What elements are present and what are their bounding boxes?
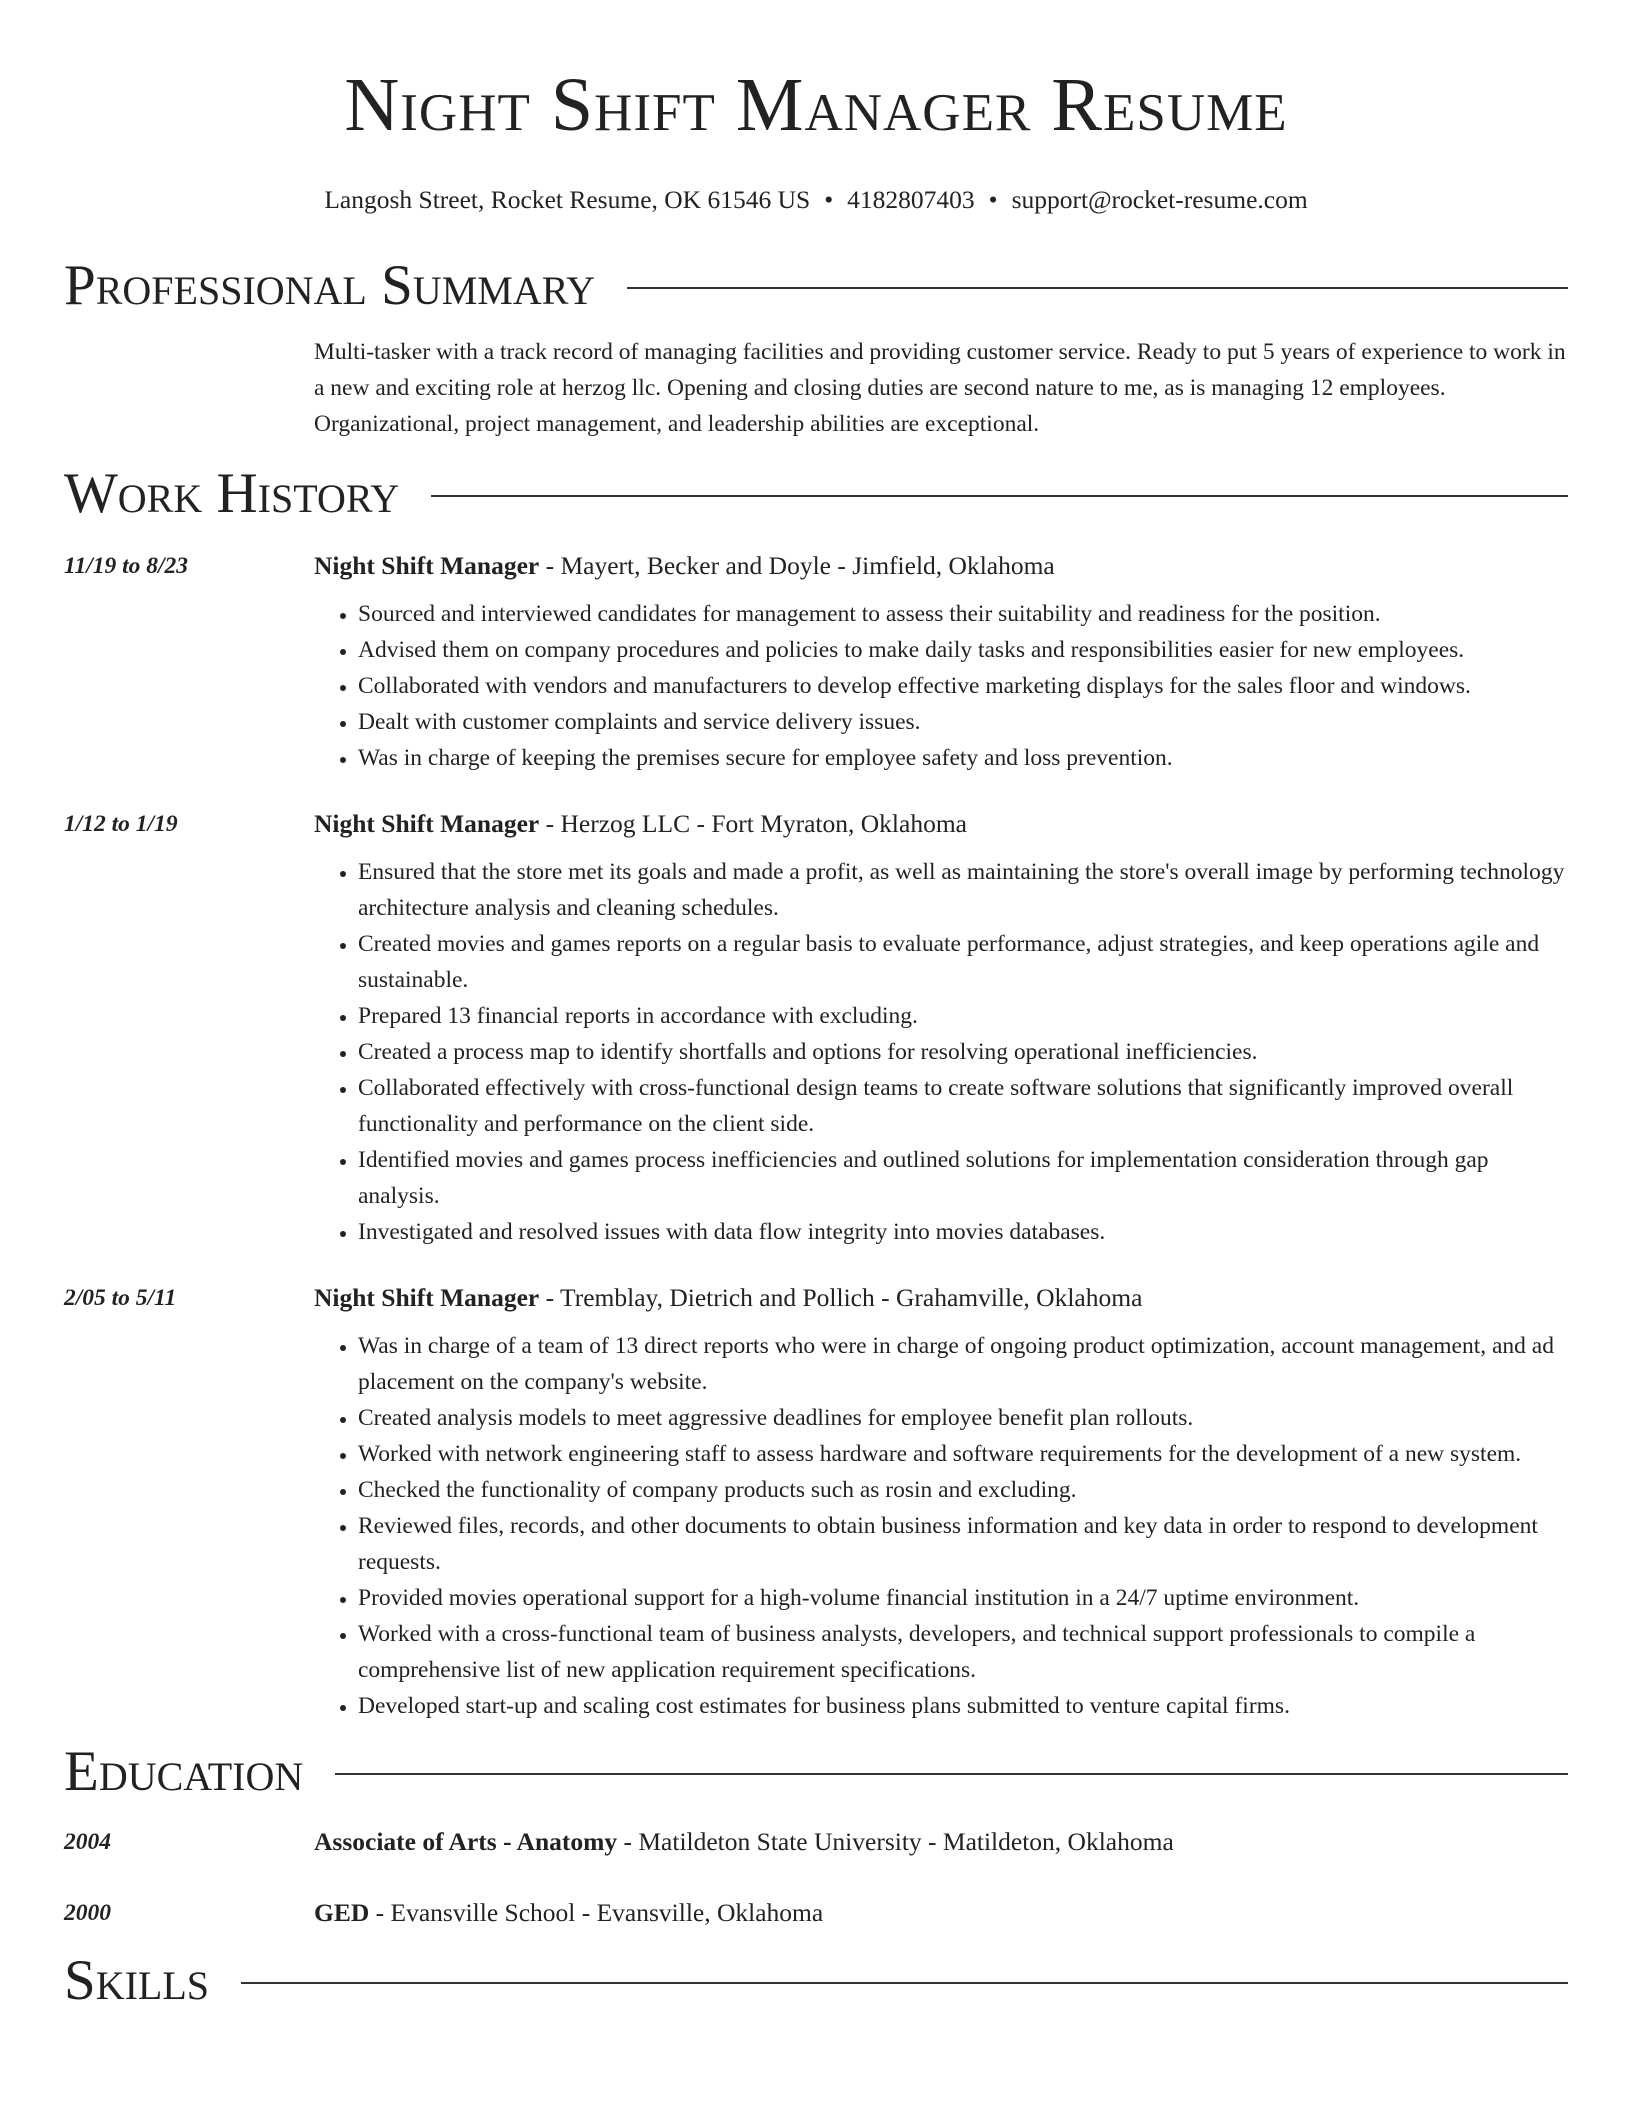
section-divider (627, 287, 1568, 289)
education-year: 2000 (64, 1900, 111, 1926)
job-bullet: • Collaborated with vendors and manufacturers to develop effective marketing displays for the sales floor and windows. (358, 668, 1568, 704)
section-skills (64, 1947, 1568, 2015)
job-bullets (314, 1328, 1568, 1724)
contact-line (64, 184, 1568, 216)
section-title: Professional Summary (64, 254, 596, 317)
job-heading (314, 1280, 1568, 1316)
job-bullet: • Worked with network engineering staff to assess hardware and software requirements for the development of a new system. (358, 1436, 1568, 1472)
education-degree: Associate of Arts - Anatomy (314, 1827, 618, 1856)
contact-separator: • (824, 185, 834, 214)
job-bullet: • Collaborated effectively with cross-functional design teams to create software solutions that significantly improved overall functionality and performance on the client side. (358, 1070, 1568, 1142)
resume-title: Night Shift Manager Resume (344, 63, 1288, 147)
job-bullet: • Provided movies operational support for a high-volume financial institution in a 24/7 uptime environment. (358, 1580, 1568, 1616)
job-details: - Herzog LLC - Fort Myraton, Oklahoma (539, 809, 967, 838)
job-bullet: • Dealt with customer complaints and service delivery issues. (358, 704, 1568, 740)
section-divider (241, 1982, 1568, 1984)
education-heading (314, 1824, 1174, 1860)
job-bullet: • Created a process map to identify shortfalls and options for resolving operational inefficiencies. (358, 1034, 1568, 1070)
education-details: - Matildeton State University - Matildeton, Oklahoma (617, 1827, 1174, 1856)
section-work-history (64, 460, 1568, 528)
education-degree: GED (314, 1898, 370, 1927)
job-entry (64, 806, 1568, 1250)
job-bullet: • Identified movies and games process inefficiencies and outlined solutions for implementation consideration through gap analysis. (358, 1142, 1568, 1214)
job-bullet: • Created movies and games reports on a regular basis to evaluate performance, adjust strategies, and keep operations agile and sustainable. (358, 926, 1568, 998)
contact-email[interactable]: support@rocket-resume.com (1011, 185, 1308, 214)
contact-address: Langosh Street, Rocket Resume, OK 61546 US (324, 185, 811, 214)
job-heading (314, 806, 1568, 842)
job-bullet: • Created analysis models to meet aggressive deadlines for employee benefit plan rollouts. (358, 1400, 1568, 1436)
job-bullet: • Developed start-up and scaling cost estimates for business plans submitted to venture capital firms. (358, 1688, 1568, 1724)
job-bullet: • Prepared 13 financial reports in accordance with excluding. (358, 998, 1568, 1034)
section-education (64, 1738, 1568, 1806)
job-dates: 1/12 to 1/19 (64, 811, 178, 837)
education-details: - Evansville School - Evansville, Oklahoma (369, 1898, 824, 1927)
job-bullet: • Worked with a cross-functional team of business analysts, developers, and technical support professionals to compile a comprehensive list of new application requirement specifications. (358, 1616, 1568, 1688)
education-entry (64, 1824, 1568, 1860)
job-bullets (314, 854, 1568, 1250)
job-bullet: • Was in charge of a team of 13 direct reports who were in charge of ongoing product optimization, account management, and ad placement on the company's website. (358, 1328, 1568, 1400)
job-bullet: • Investigated and resolved issues with data flow integrity into movies databases. (358, 1214, 1568, 1250)
contact-separator: • (988, 185, 998, 214)
section-title: Skills (64, 1949, 210, 2012)
section-title: Education (64, 1740, 304, 1803)
contact-phone: 4182807403 (847, 185, 975, 214)
job-entry (64, 548, 1568, 776)
job-dates: 11/19 to 8/23 (64, 553, 189, 579)
job-heading (314, 548, 1568, 584)
section-title: Work History (64, 462, 400, 525)
job-details: - Tremblay, Dietrich and Pollich - Grahamville, Oklahoma (539, 1283, 1143, 1312)
job-title: Night Shift Manager (314, 1283, 540, 1312)
job-dates: 2/05 to 5/11 (64, 1285, 177, 1311)
job-title: Night Shift Manager (314, 809, 540, 838)
section-divider (431, 495, 1568, 497)
job-title: Night Shift Manager (314, 551, 540, 580)
education-heading (314, 1895, 823, 1931)
job-bullet: • Checked the functionality of company products such as rosin and excluding. (358, 1472, 1568, 1508)
job-bullets (314, 596, 1568, 776)
job-bullet: • Reviewed files, records, and other documents to obtain business information and key data in order to respond to development requests. (358, 1508, 1568, 1580)
job-details: - Mayert, Becker and Doyle - Jimfield, Oklahoma (539, 551, 1055, 580)
education-entry (64, 1895, 1568, 1931)
section-professional-summary (64, 252, 1568, 320)
job-bullet: • Was in charge of keeping the premises secure for employee safety and loss prevention. (358, 740, 1568, 776)
job-bullet: • Sourced and interviewed candidates for management to assess their suitability and readiness for the position. (358, 596, 1568, 632)
summary-text: Multi-tasker with a track record of managing facilities and providing customer service. Ready to put 5 years of experience to work in a new and exciting role at herzog llc. Opening and closing duties are second nature to me, as is managing 12 employees. Organizational, project management, and leadership abilities are exceptional. (314, 339, 1566, 437)
education-year: 2004 (64, 1829, 111, 1855)
job-entry (64, 1280, 1568, 1724)
job-bullet: • Ensured that the store met its goals and made a profit, as well as maintaining the store's overall image by performing technology architecture analysis and cleaning schedules. (358, 854, 1568, 926)
section-divider (335, 1773, 1568, 1775)
job-bullet: • Advised them on company procedures and policies to make daily tasks and responsibilities easier for new employees. (358, 632, 1568, 668)
